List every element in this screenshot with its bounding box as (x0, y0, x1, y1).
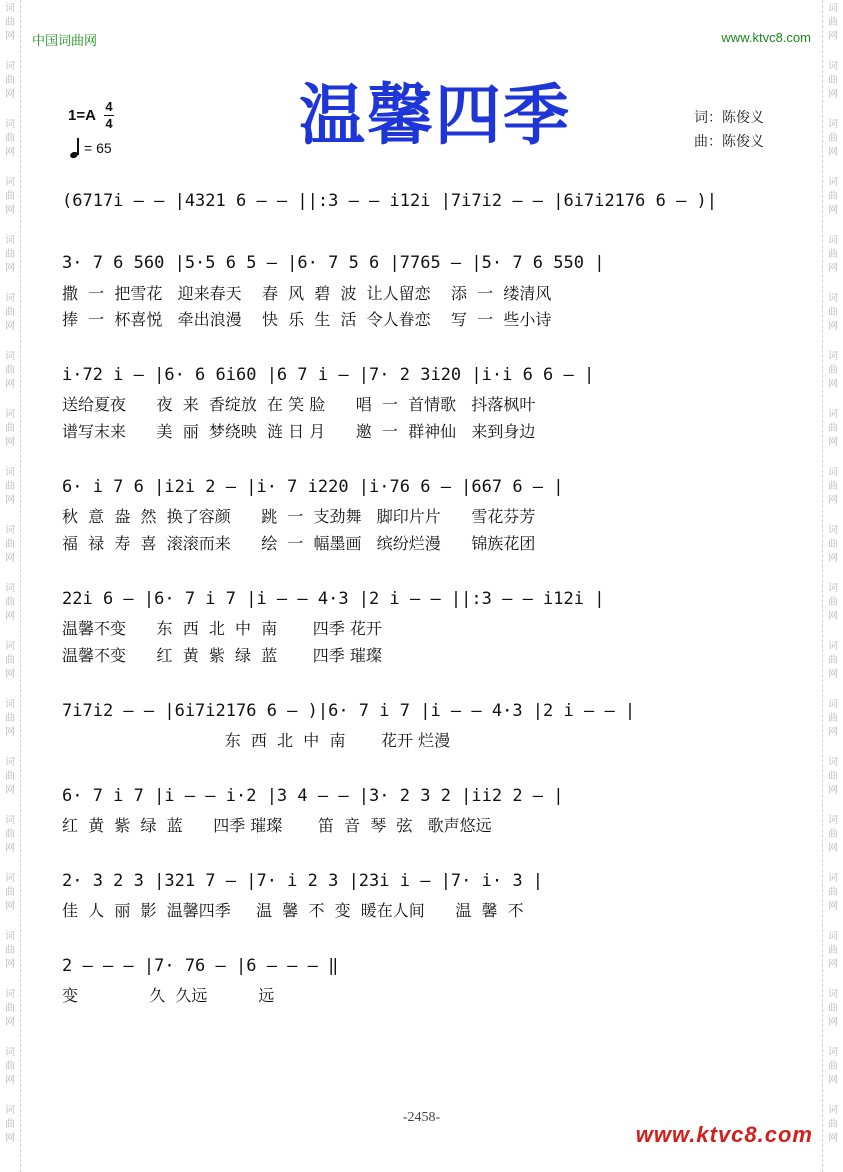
watermark-glyph: 词 (5, 583, 15, 594)
watermark-glyph: 网 (5, 727, 15, 738)
watermark-glyph: 网 (5, 553, 15, 564)
watermark-glyph: 网 (5, 669, 15, 680)
watermark-glyph: 曲 (828, 191, 838, 202)
watermark-glyph: 词 (828, 409, 838, 420)
watermark-glyph: 词 (828, 525, 838, 536)
watermark-glyph: 词 (828, 583, 838, 594)
watermark-glyph: 词 (5, 3, 15, 14)
watermark-glyph: 曲 (5, 133, 15, 144)
watermark-glyph: 词 (5, 409, 15, 420)
watermark-glyph: 词 (5, 235, 15, 246)
watermark-glyph: 曲 (5, 365, 15, 376)
watermark-glyph: 词 (5, 119, 15, 130)
tempo-marking (70, 138, 112, 158)
watermark-glyph: 词 (828, 3, 838, 14)
lyric-line: 谱写末来 美 丽 梦绕映 涟 日 月 邀 一 群神仙 来到身边 (62, 422, 536, 441)
watermark-glyph: 网 (5, 1017, 15, 1028)
watermark-glyph: 网 (5, 89, 15, 100)
watermark-glyph: 网 (5, 263, 15, 274)
watermark-glyph: 词 (828, 119, 838, 130)
watermark-glyph: 词 (5, 1105, 15, 1116)
watermark-glyph: 网 (5, 901, 15, 912)
watermark-glyph: 词 (5, 699, 15, 710)
watermark-glyph: 曲 (828, 945, 838, 956)
lyric-line: 温馨不变 东 西 北 中 南 四季 花开 (62, 619, 382, 638)
lyric-line: 秋 意 盎 然 换了容颜 跳 一 支劲舞 脚印片片 雪花芬芳 (62, 507, 536, 526)
watermark-glyph: 词 (828, 351, 838, 362)
lyric-line: 温馨不变 红 黄 紫 绿 蓝 四季 璀璨 (62, 646, 382, 665)
watermark-glyph: 词 (828, 235, 838, 246)
lyric-line: 送给夏夜 夜 来 香绽放 在 笑 脸 唱 一 首情歌 抖落枫叶 (62, 395, 536, 414)
left-watermark-strip (0, 0, 21, 1172)
watermark-glyph: 词 (5, 351, 15, 362)
watermark-glyph: 网 (828, 437, 838, 448)
watermark-glyph: 曲 (5, 423, 15, 434)
watermark-glyph: 词 (828, 757, 838, 768)
time-signature (104, 100, 114, 131)
watermark-glyph: 词 (828, 815, 838, 826)
right-watermark-strip (822, 0, 843, 1172)
watermark-glyph: 曲 (5, 191, 15, 202)
watermark-glyph: 网 (5, 31, 15, 42)
watermark-glyph: 词 (5, 873, 15, 884)
watermark-glyph: 网 (5, 147, 15, 158)
watermark-glyph: 网 (828, 379, 838, 390)
watermark-glyph: 曲 (5, 249, 15, 260)
watermark-glyph: 网 (5, 1075, 15, 1086)
watermark-glyph: 词 (828, 641, 838, 652)
watermark-glyph: 曲 (828, 597, 838, 608)
watermark-glyph: 网 (828, 843, 838, 854)
watermark-glyph: 曲 (5, 597, 15, 608)
watermark-glyph: 词 (828, 177, 838, 188)
watermark-glyph: 网 (5, 495, 15, 506)
lyric-line: 撒 一 把雪花 迎来春天 春 风 碧 波 让人留恋 添 一 缕清风 (62, 284, 552, 303)
watermark-glyph: 词 (5, 989, 15, 1000)
watermark-glyph: 曲 (828, 887, 838, 898)
watermark-glyph: 词 (5, 177, 15, 188)
watermark-glyph: 网 (5, 959, 15, 970)
watermark-glyph: 曲 (828, 1061, 838, 1072)
watermark-glyph: 词 (828, 989, 838, 1000)
watermark-glyph: 曲 (828, 1119, 838, 1130)
watermark-glyph: 曲 (828, 655, 838, 666)
tempo-value: = 65 (84, 140, 112, 156)
watermark-glyph: 曲 (828, 481, 838, 492)
watermark-glyph: 词 (828, 931, 838, 942)
watermark-glyph: 曲 (5, 887, 15, 898)
lyric-line: 变 久 久远 远 (62, 986, 275, 1005)
watermark-glyph: 网 (828, 1075, 838, 1086)
watermark-glyph: 词 (828, 873, 838, 884)
watermark-glyph: 网 (5, 843, 15, 854)
time-bottom: 4 (105, 116, 113, 131)
watermark-glyph: 网 (5, 437, 15, 448)
watermark-glyph: 网 (828, 1017, 838, 1028)
watermark-glyph: 曲 (5, 1003, 15, 1014)
watermark-glyph: 网 (828, 263, 838, 274)
lyricist-credit: 词：陈俊义 (694, 110, 764, 126)
watermark-glyph: 曲 (828, 365, 838, 376)
watermark-glyph: 词 (828, 467, 838, 478)
watermark-glyph: 曲 (5, 713, 15, 724)
notation-line: i·72 i — |6· 6 6i60 |6 7 i — |7· 2 3i20 |i·i 6 6 — | (62, 365, 595, 385)
watermark-glyph: 网 (828, 959, 838, 970)
lyric-line: 红 黄 紫 绿 蓝 四季 璀璨 笛 音 琴 弦 歌声悠远 (62, 816, 492, 835)
key-signature (68, 100, 114, 131)
watermark-glyph: 词 (5, 757, 15, 768)
notation-line: 2· 3 2 3 |321 7 — |7· i 2 3 |23i i — |7· i· 3 | (62, 871, 544, 891)
watermark-glyph: 网 (5, 1133, 15, 1144)
watermark-glyph: 词 (828, 1105, 838, 1116)
notation-line: 2 — — — |7· 76 — |6 — — — ‖ (62, 956, 339, 976)
watermark-glyph: 曲 (828, 249, 838, 260)
watermark-glyph: 词 (828, 1047, 838, 1058)
watermark-glyph: 曲 (5, 1061, 15, 1072)
watermark-glyph: 词 (5, 293, 15, 304)
watermark-glyph: 词 (5, 467, 15, 478)
watermark-glyph: 曲 (5, 945, 15, 956)
watermark-glyph: 词 (828, 61, 838, 72)
watermark-glyph: 曲 (828, 307, 838, 318)
watermark-glyph: 曲 (828, 713, 838, 724)
notation-line: 22i 6 — |6· 7 i 7 |i — — 4·3 |2 i — — ||:3 — — i12i | (62, 589, 605, 609)
notation-line: 6· i 7 6 |i2i 2 — |i· 7 i220 |i·76 6 — |667 6 — | (62, 477, 564, 497)
watermark-glyph: 网 (828, 727, 838, 738)
watermark-glyph: 网 (828, 31, 838, 42)
site-url: www.ktvc8.com (721, 30, 811, 45)
watermark-glyph: 网 (828, 553, 838, 564)
watermark-glyph: 曲 (828, 133, 838, 144)
watermark-glyph: 网 (828, 89, 838, 100)
watermark-glyph: 网 (5, 785, 15, 796)
watermark-glyph: 曲 (828, 1003, 838, 1014)
site-name: 中国词曲网 (32, 34, 98, 49)
composer-credit: 曲：陈俊义 (694, 134, 764, 150)
lyric-line: 捧 一 杯喜悦 牵出浪漫 快 乐 生 活 令人眷恋 写 一 些小诗 (62, 310, 552, 329)
watermark-glyph: 曲 (5, 539, 15, 550)
notation-line: 7i7i2 — — |6i7i2176 6 — )|6· 7 i 7 |i — — 4·3 |2 i — — | (62, 701, 636, 721)
watermark-glyph: 网 (5, 321, 15, 332)
watermark-glyph: 词 (5, 641, 15, 652)
watermark-glyph: 词 (5, 931, 15, 942)
watermark-glyph: 词 (5, 61, 15, 72)
watermark-glyph: 曲 (5, 307, 15, 318)
watermark-glyph: 曲 (5, 75, 15, 86)
watermark-glyph: 网 (828, 669, 838, 680)
watermark-glyph: 网 (828, 495, 838, 506)
time-top: 4 (105, 99, 113, 114)
watermark-glyph: 曲 (5, 481, 15, 492)
key-label: 1=A (68, 107, 96, 124)
watermark-glyph: 网 (828, 785, 838, 796)
watermark-glyph: 词 (5, 1047, 15, 1058)
watermark-glyph: 曲 (5, 655, 15, 666)
watermark-glyph: 曲 (5, 17, 15, 28)
watermark-glyph: 网 (828, 611, 838, 622)
notation-line: (6717i — — |4321 6 — — ||:3 — — i12i |7i7i2 — — |6i7i2176 6 — )| (62, 191, 718, 211)
song-title: 温馨四季 (299, 77, 571, 154)
page-number: -2458- (402, 1110, 441, 1125)
watermark-glyph: 网 (828, 321, 838, 332)
watermark-glyph: 曲 (828, 423, 838, 434)
watermark-glyph: 词 (828, 293, 838, 304)
watermark-glyph: 网 (828, 1133, 838, 1144)
watermark-glyph: 网 (828, 147, 838, 158)
lyric-line: 福 禄 寿 喜 滚滚而来 绘 一 幅墨画 缤纷烂漫 锦族花团 (62, 534, 536, 553)
watermark-glyph: 曲 (828, 75, 838, 86)
watermark-glyph: 网 (828, 901, 838, 912)
watermark-glyph: 词 (5, 815, 15, 826)
quarter-note-icon (70, 138, 80, 158)
notation-line: 6· 7 i 7 |i — — i·2 |3 4 — — |3· 2 3 2 |ii2 2 — | (62, 786, 564, 806)
watermark-glyph: 曲 (5, 771, 15, 782)
watermark-glyph: 网 (5, 379, 15, 390)
notation-line: 3· 7 6 560 |5·5 6 5 — |6· 7 5 6 |7765 — |5· 7 6 550 | (62, 253, 605, 273)
watermark-glyph: 词 (5, 525, 15, 536)
watermark-glyph: 曲 (828, 829, 838, 840)
watermark-glyph: 词 (828, 699, 838, 710)
watermark-glyph: 网 (5, 611, 15, 622)
watermark-glyph: 曲 (828, 771, 838, 782)
lyric-line: 东 西 北 中 南 花开 烂漫 (62, 731, 451, 750)
watermark-glyph: 曲 (828, 539, 838, 550)
watermark-glyph: 网 (5, 205, 15, 216)
watermark-glyph: 网 (828, 205, 838, 216)
site-logo: www.ktvc8.com (635, 1122, 813, 1147)
watermark-glyph: 曲 (5, 829, 15, 840)
watermark-glyph: 曲 (5, 1119, 15, 1130)
watermark-glyph: 曲 (828, 17, 838, 28)
lyric-line: 佳 人 丽 影 温馨四季 温 馨 不 变 暖在人间 温 馨 不 (62, 901, 524, 920)
